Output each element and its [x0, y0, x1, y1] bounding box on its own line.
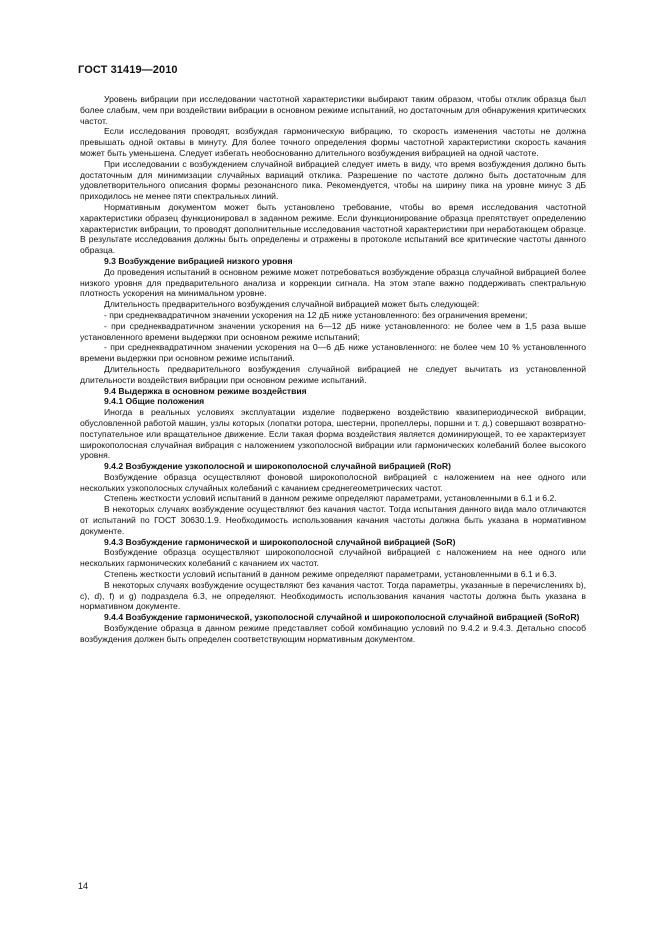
- paragraph: До проведения испытаний в основном режиме может потребоваться возбуждение образца случайной вибрацией более низкого уровня для предварительного анализа и коррекции сигнала. На этом этапе важно поддерживать спектральную плотность ускорения на минимальном уровне.: [80, 266, 586, 299]
- paragraph: Длительность предварительного возбуждения случайной вибрацией не следует вычитать из установленной длительности воздействия вибрации при основном режиме испытаний.: [80, 363, 586, 385]
- section-heading: 9.4.4 Возбуждение гармонической, узкополосной случайной и широкополосной случайной вибрацией (SoRoR): [104, 612, 580, 623]
- section-heading: 9.4 Выдержка в основном режиме воздействия: [104, 385, 307, 396]
- paragraph: Длительность предварительного возбуждения случайной вибрацией может быть следующей:: [104, 299, 480, 310]
- page-number: 14: [78, 881, 89, 891]
- section-heading: 9.4.3 Возбуждение гармонической и широкополосной случайной вибрацией (SoR): [104, 536, 456, 547]
- paragraph: В некоторых случаях возбуждение осуществляют без качания частот. Тогда испытания данного вида мало отличаются от испытаний по ГОСТ 30630.1.9. Необходимость использования качания частоты должна быть указана в нормативном документе.: [80, 504, 586, 536]
- paragraph: Возбуждение образца осуществляют фоновой широкополосной вибрацией с наложением на нее одного или нескольких узкополосных случайных колебаний с качанием среднегеометрических частот.: [80, 471, 586, 493]
- paragraph: - при среднеквадратичном значении ускорения на 12 дБ ниже установленного: без ограничения времени;: [104, 309, 528, 320]
- paragraph: Возбуждение образца в данном режиме представляет собой комбинацию условий по 9.4.2 и 9.4.3. Детально способ возбуждения должен быть определен соответствующим нормативным документом.: [80, 623, 586, 644]
- document-body: [80, 94, 586, 645]
- paragraph: При исследовании с возбуждением случайной вибрацией следует иметь в виду, что время возбуждения должно быть достаточным для минимизации случайных вариаций отклика. Разрешение по частоте должно быть достаточным для удовлетворительного описания формы резонансного пика. Рекомендуется, чтобы на ширину пика на уровне минус 3 дБ приходилось не менее пяти спектральных линий.: [80, 158, 586, 202]
- paragraph: Степень жесткости условий испытаний в данном режиме определяют параметрами, установленными в 6.1 и 6.3.: [104, 569, 557, 580]
- paragraph: В некоторых случаях возбуждение осуществляют без качания частот. Тогда параметры, указанные в перечислениях b), c), d), f) и g) подраздела 6.3, не определяют. Необходимость использования качания частоты должна быть указана в нормативном документе.: [80, 579, 586, 612]
- paragraph: Возбуждение образца осуществляют широкополосной случайной вибрацией с наложением на нее одного или нескольких гармонических колебаний с качанием их частот.: [80, 547, 586, 569]
- paragraph: - при среднеквадратичном значении ускорения на 0—6 дБ ниже установленного: не более чем 10 % установленного времени выдержки при основном режиме испытаний.: [80, 342, 586, 364]
- paragraph: Если исследования проводят, возбуждая гармоническую вибрацию, то скорость изменения частоты не должна превышать одной октавы в минуту. Для более точного определения формы частотной характеристики скорость качания может быть уменьшена. Следует избегать необоснованно длительного возбуждения вибрацией на одной частоте.: [80, 126, 586, 158]
- paragraph: Нормативным документом может быть установлено требование, чтобы во время исследования частотной характеристики образец функционировал в заданном режиме. Если функционирование образца препятствует определению характеристик вибрации, то проводят дополнительные исследования частотной характеристики при неработающем образце. В результате исследования должны быть определены и отражены в протоколе испытаний все критические частоты данного образца.: [80, 201, 586, 256]
- section-heading: 9.4.1 Общие положения: [104, 396, 205, 407]
- paragraph: Уровень вибрации при исследовании частотной характеристики выбирают таким образом, чтобы отклик образца был более слабым, чем при воздействии вибрации в основном режиме испытаний, но достаточным для обнаружения критических частот.: [80, 94, 586, 126]
- paragraph: Степень жесткости условий испытаний в данном режиме определяют параметрами, установленными в 6.1 и 6.2.: [104, 493, 557, 504]
- section-heading: 9.3 Возбуждение вибрацией низкого уровня: [104, 255, 293, 266]
- section-heading: 9.4.2 Возбуждение узкополосной и широкополосной случайной вибрацией (RoR): [104, 461, 451, 472]
- document-header: ГОСТ 31419—2010: [78, 64, 178, 76]
- paragraph: - при среднеквадратичном значении ускорения на 6—12 дБ ниже установленного: не более чем в 1,5 раза выше установленного времени выдержки при основном режиме испытаний;: [80, 320, 586, 342]
- paragraph: Иногда в реальных условиях эксплуатации изделие подвержено воздействию квазипериодической вибрации, обусловленной работой машин, узлы которых (лопатки ротора, шестерни, пропеллеры, поршни и т. д.) совершают возвратно-поступательное или вращательное движение. Если такая форма воздействия является доминирующей, то ее характеризует широкополосная случайная вибрация с наложением узкополосной вибрации или гармонических колебаний более высокого уровня.: [80, 407, 586, 461]
